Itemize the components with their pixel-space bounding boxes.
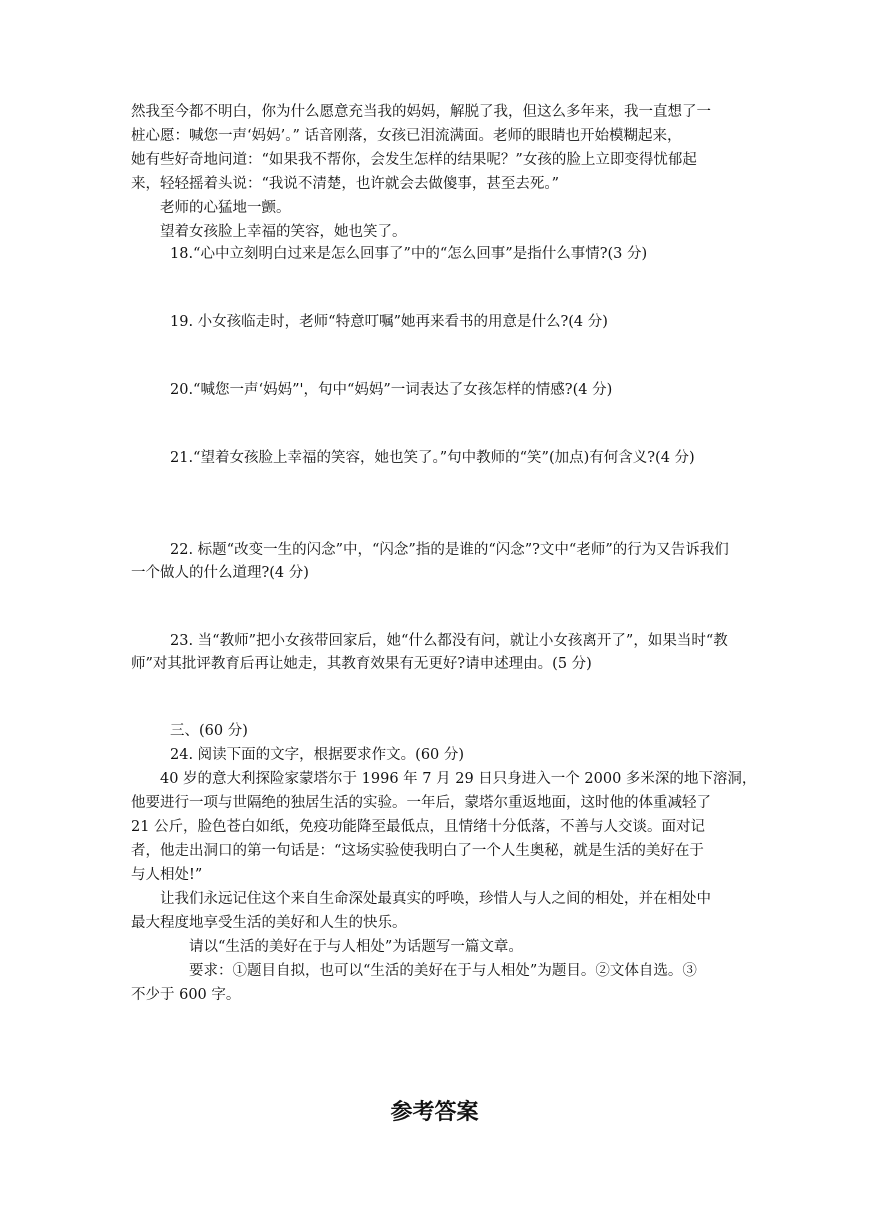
story-line: 她有些好奇地问道：“如果我不帮你，会发生怎样的结果呢？”女孩的脸上立即变得忧郁起 xyxy=(131,152,697,168)
story-paragraph: 老师的心猛地一颤。 xyxy=(160,200,291,216)
material-line: 让我们永远记住这个来自生命深处最真实的呼唤，珍惜人与人之间的相处，并在相处中 xyxy=(160,891,711,907)
story-line: 然我至今都不明白，你为什么愿意充当我的妈妈，解脱了我，但这么多年来，我一直想了一 xyxy=(131,104,711,120)
material-line: 与人相处!” xyxy=(131,867,203,883)
question-24: 24. 阅读下面的文字，根据要求作文。(60 分) xyxy=(170,747,465,763)
story-paragraph: 望着女孩脸上幸福的笑容，她也笑了。 xyxy=(160,224,407,240)
story-line: 桩心愿：喊您一声‘妈妈’。” 话音刚落，女孩已泪流满面。老师的眼睛也开始模糊起来， xyxy=(131,128,682,144)
material-line: 者，他走出洞口的第一句话是：“这场实验使我明白了一个人生奥秘，就是生活的美好在于 xyxy=(131,843,704,859)
question-23: 23. 当“教师”把小女孩带回家后，她“什么都没有问，就让小女孩离开了”，如果当时“教师”对其批评教育后再让她走，其教育效果有无更好?请申述理由。(5 分) xyxy=(131,633,728,672)
question-19: 19. 小女孩临走时，老师“特意叮嘱”她再来看书的用意是什么?(4 分) xyxy=(170,314,608,330)
requirements-line: 要求：①题目自拟，也可以“生活的美好在于与人相处”为题目。②文体自选。③ xyxy=(189,963,697,979)
material-line: 40 岁的意大利探险家蒙塔尔于 1996 年 7 月 29 日只身进入一个 2000 多米深的地下溶洞， xyxy=(160,771,757,787)
requirements-line: 不少于 600 字。 xyxy=(131,987,241,1003)
story-line: 来，轻轻摇着头说：“我说不清楚，也许就会去做傻事，甚至去死。” xyxy=(131,176,560,192)
question-18: 18.“心中立刻明白过来是怎么回事了”中的“怎么回事”是指什么事情?(3 分) xyxy=(170,246,648,262)
answer-key-title: 参考答案 xyxy=(390,1100,479,1125)
material-line: 他要进行一项与世隔绝的独居生活的实验。一年后，蒙塔尔重返地面，这时他的体重减轻了 xyxy=(131,795,711,811)
writing-task: 请以“生活的美好在于与人相处”为话题写一篇文章。 xyxy=(189,939,523,955)
section-heading: 三、(60 分) xyxy=(170,723,248,739)
question-22: 22. 标题“改变一生的闪念”中，“闪念”指的是谁的“闪念”?文中“老师”的行为又告诉我们一个做人的什么道理?(4 分) xyxy=(131,542,729,581)
material-line: 21 公斤，脸色苍白如纸，免疫功能降至最低点，且情绪十分低落，不善与人交谈。面对记 xyxy=(131,819,706,835)
question-21: 21.“望着女孩脸上幸福的笑容，她也笑了。”句中教师的“笑”(加点)有何含义?(4 分) xyxy=(170,450,695,466)
material-line: 最大程度地享受生活的美好和人生的快乐。 xyxy=(131,915,407,931)
question-20: 20.“喊您一声‘妈妈”'，句中“妈妈”一词表达了女孩怎样的情感?(4 分) xyxy=(170,382,613,398)
